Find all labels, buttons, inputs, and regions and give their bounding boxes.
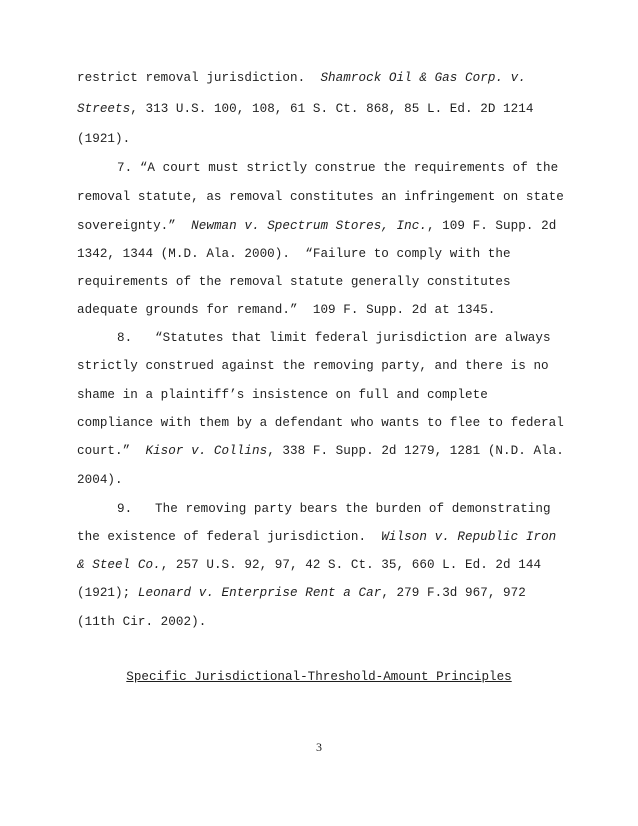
case-citation: Kisor v. Collins [145,444,268,458]
paragraph-9-line-5: (11th Cir. 2002). [77,615,207,629]
paragraph-7-line-1: 7. “A court must strictly construe the requirements of the [117,161,559,175]
paragraph-6-line-2 [77,101,533,117]
paragraph-6-line-1 [77,70,526,86]
case-citation: Wilson v. Republic Iron [381,530,557,544]
text-span: (1921); [77,586,138,600]
text-span: , 279 F.3d 967, 972 [381,586,526,600]
paragraph-7-line-5: requirements of the removal statute generally constitutes [77,275,511,289]
text-span: , 313 U.S. 100, 108, 61 S. Ct. 868, 85 L. Ed. 2D 1214 [130,102,534,116]
paragraph-9-line-4 [77,585,526,601]
paragraph-8-line-3: shame in a plaintiff’s insistence on full and complete [77,388,488,402]
paragraph-7-line-3 [77,218,556,234]
text-span: court.” [77,444,146,458]
text-span: , 109 F. Supp. 2d [426,219,557,233]
paragraph-7-line-4: 1342, 1344 (M.D. Ala. 2000). “Failure to comply with the [77,247,511,261]
paragraph-8-line-2: strictly construed against the removing party, and there is no [77,359,549,373]
text-span: , 338 F. Supp. 2d 1279, 1281 (N.D. Ala. [267,444,564,458]
case-citation: Streets [77,102,131,116]
paragraph-7-line-2: removal statute, as removal constitutes an infringement on state [77,190,564,204]
paragraph-6-line-3: (1921). [77,132,131,146]
case-citation: Newman v. Spectrum Stores, Inc. [191,219,427,233]
text-span: sovereignty.” [77,219,192,233]
case-citation: Leonard v. Enterprise Rent a Car [137,586,382,600]
paragraph-9-line-2 [77,529,556,545]
text-span: , 257 U.S. 92, 97, 42 S. Ct. 35, 660 L. Ed. 2d 144 [160,558,542,572]
case-citation: & Steel Co. [77,558,161,572]
paragraph-7-line-6: adequate grounds for remand.” 109 F. Supp. 2d at 1345. [77,303,496,317]
paragraph-8-line-5 [77,443,564,459]
paragraph-9-line-1: 9. The removing party bears the burden of demonstrating [117,502,551,516]
paragraph-9-line-3 [77,557,541,573]
case-citation: Shamrock Oil & Gas Corp. v. [320,71,526,85]
page-number: 3 [316,740,322,754]
section-heading: Specific Jurisdictional-Threshold-Amount Principles [126,670,512,684]
paragraph-8-line-1: 8. “Statutes that limit federal jurisdiction are always [117,331,551,345]
paragraph-8-line-6: 2004). [77,473,123,487]
paragraph-8-line-4: compliance with them by a defendant who wants to flee to federal [77,416,564,430]
text-span: restrict removal jurisdiction. [77,71,321,85]
text-span: the existence of federal jurisdiction. [77,530,382,544]
